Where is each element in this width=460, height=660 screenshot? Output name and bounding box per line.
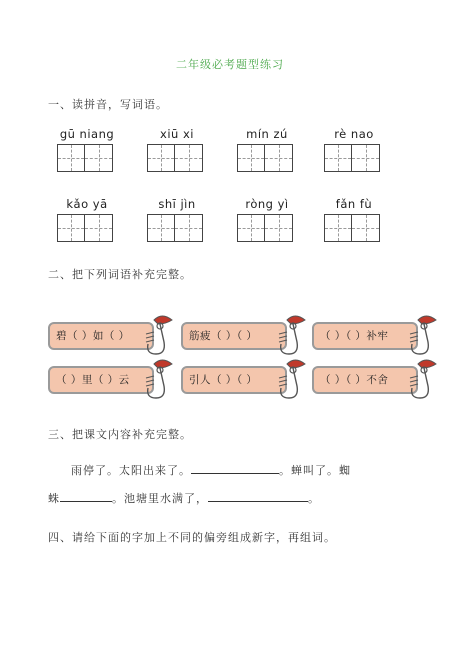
writing-grid[interactable] (324, 144, 384, 172)
pinyin-item (237, 126, 297, 172)
pinyin-item (324, 126, 384, 172)
pinyin-item (57, 126, 117, 172)
hook-icon (142, 314, 176, 356)
writing-grid[interactable] (237, 214, 297, 242)
hook-icon (142, 358, 176, 400)
passage-text: 蛛 (48, 492, 60, 505)
writing-grid[interactable] (324, 214, 384, 242)
idiom-card-text[interactable]: 碧（ ）如（ ） (48, 322, 154, 350)
idiom-card (312, 364, 437, 396)
pinyin-text: ròng yì (245, 197, 289, 211)
idiom-card-text[interactable]: （ ）里（ ）云 (48, 366, 154, 394)
hook-icon (406, 358, 440, 400)
passage-line-1 (71, 462, 351, 478)
fill-blank[interactable] (208, 491, 308, 502)
idiom-card (48, 364, 173, 396)
passage-text: 雨停了。太阳出来了。 (71, 464, 191, 477)
pinyin-item (237, 196, 297, 242)
idiom-card-text[interactable]: （ ）（ ）不舍 (312, 366, 418, 394)
hook-icon (275, 314, 309, 356)
section4-heading: 四、请给下面的字加上不同的偏旁组成新字，再组词。 (48, 531, 336, 544)
hook-icon (275, 358, 309, 400)
pinyin-item (147, 196, 207, 242)
pinyin-item (57, 196, 117, 242)
section3-heading: 三、把课文内容补充完整。 (48, 428, 192, 441)
section1-heading: 一、读拼音，写词语。 (48, 98, 168, 111)
idiom-card (181, 320, 306, 352)
pinyin-text: shī jìn (158, 197, 196, 211)
pinyin-text: xiū xi (160, 127, 194, 141)
passage-line-2 (48, 490, 320, 506)
idiom-card-text[interactable]: 筋疲（ ）（ ） (181, 322, 287, 350)
writing-grid[interactable] (147, 214, 207, 242)
pinyin-text: kǎo yā (66, 197, 108, 211)
writing-grid[interactable] (147, 144, 207, 172)
passage-text: 。蝉叫了。蜘 (279, 464, 351, 477)
passage-text: 。池塘里水满了， (112, 492, 208, 505)
writing-grid[interactable] (237, 144, 297, 172)
fill-blank[interactable] (60, 491, 112, 502)
idiom-card (312, 320, 437, 352)
page-title: 二年级必考题型练习 (176, 58, 284, 71)
pinyin-text: fǎn fù (335, 197, 373, 211)
writing-grid[interactable] (57, 144, 117, 172)
passage-text: 。 (308, 492, 320, 505)
pinyin-item (324, 196, 384, 242)
idiom-card (48, 320, 173, 352)
fill-blank[interactable] (191, 463, 279, 474)
pinyin-text: mín zú (246, 127, 288, 141)
idiom-card (181, 364, 306, 396)
hook-icon (406, 314, 440, 356)
pinyin-text: gū niang (59, 127, 115, 141)
idiom-card-text[interactable]: 引人（ ）（ ） (181, 366, 287, 394)
section2-heading: 二、把下列词语补充完整。 (48, 268, 192, 281)
idiom-card-text[interactable]: （ ）（ ）补牢 (312, 322, 418, 350)
pinyin-item (147, 126, 207, 172)
writing-grid[interactable] (57, 214, 117, 242)
pinyin-text: rè nao (334, 127, 374, 141)
